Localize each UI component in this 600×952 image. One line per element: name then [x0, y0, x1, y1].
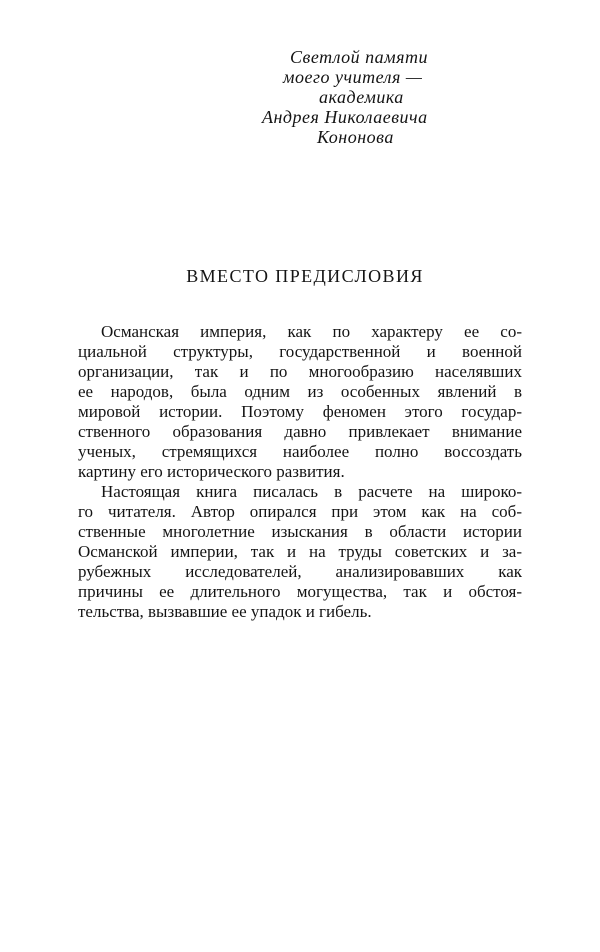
dedication: [262, 47, 522, 147]
text-line: Османская империя, как по характеру ее со-: [101, 322, 522, 341]
text-line: рубежных исследователей, анализировавших как: [78, 562, 522, 581]
text-line: циальной структуры, государственной и военной: [78, 342, 522, 361]
section-heading: ВМЕСТО ПРЕДИСЛОВИЯ: [186, 266, 424, 286]
dedication-line: Кононова: [317, 127, 394, 147]
text-line: организации, так и по многообразию населявших: [78, 362, 522, 381]
dedication-line: Андрея Николаевича: [262, 107, 428, 127]
text-line: ственные многолетние изыскания в области истории: [78, 522, 522, 541]
body-text: [78, 322, 522, 622]
text-line: картину его исторического развития.: [78, 462, 345, 481]
text-line: ственного образования давно привлекает внимание: [78, 422, 522, 441]
text-line: мировой истории. Поэтому феномен этого государ-: [78, 402, 522, 421]
dedication-line: Светлой памяти: [290, 47, 428, 67]
text-line: причины ее длительного могущества, так и обстоя-: [78, 582, 522, 601]
text-line: го читателя. Автор опирался при этом как на соб-: [78, 502, 522, 521]
text-line: Османской империи, так и на труды советских и за-: [78, 542, 522, 561]
paragraph-2: [78, 482, 522, 622]
text-line: ее народов, была одним из особенных явлений в: [78, 382, 522, 401]
text-line: тельства, вызвавшие ее упадок и гибель.: [78, 602, 372, 621]
text-line: ученых, стремящихся наиболее полно воссоздать: [78, 442, 522, 461]
dedication-line: моего учителя —: [283, 67, 423, 87]
dedication-line: академика: [319, 87, 404, 107]
text-line: Настоящая книга писалась в расчете на широко-: [101, 482, 522, 501]
paragraph-1: [78, 322, 522, 482]
